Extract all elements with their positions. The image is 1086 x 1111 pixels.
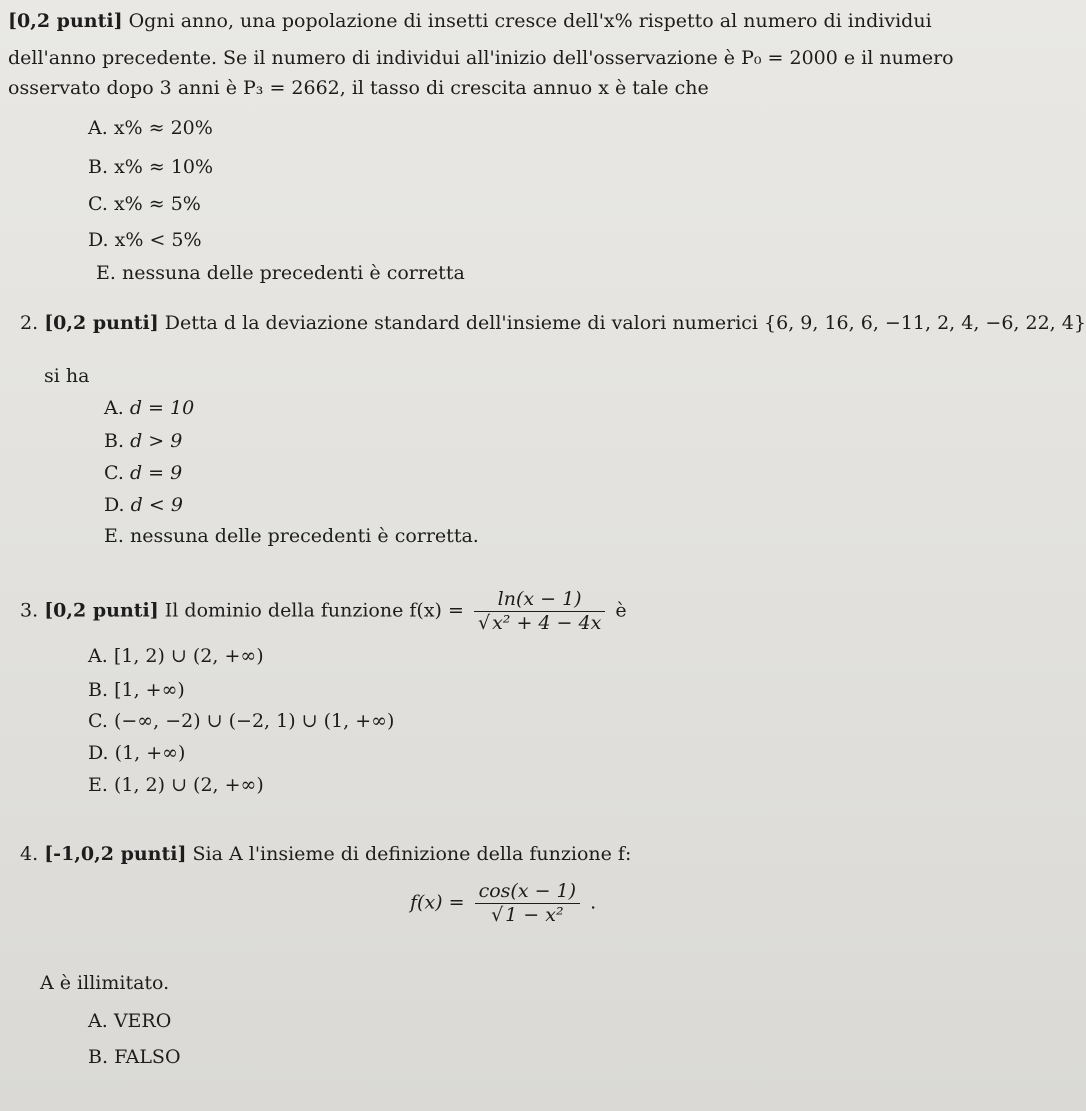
q2-text-1: Detta d la deviazione standard dell'insieme di valori numerici {6, 9, 16, 6, −11, 2, 4, −6, 22, 4} [164,312,1086,334]
option-letter: A. [88,645,108,667]
q3-option-d[interactable] [88,742,185,764]
q4-option-b[interactable] [88,1046,181,1068]
q3-fraction [474,588,605,635]
option-letter: D. [88,742,109,764]
q1-text-1: Ogni anno, una popolazione di insetti cresce dell'x% rispetto al numero di individui [128,10,932,32]
option-letter: E. [96,262,116,284]
q1-line-2: dell'anno precedente. Se il numero di individui all'inizio dell'osservazione è P₀ = 2000 e il numero [8,47,954,69]
option-text: d > 9 [130,430,183,452]
q3-text: Il dominio della funzione f(x) = [164,599,464,622]
option-text: FALSO [114,1046,181,1068]
option-letter: B. [104,430,125,452]
option-letter: C. [88,193,108,215]
q3-option-e[interactable] [88,774,264,796]
q4-formula-end: . [590,891,597,914]
q2-option-d[interactable] [104,494,183,516]
q3-radicand: x² + 4 − 4x [492,611,602,634]
option-letter: D. [104,494,125,516]
q1-line-1 [8,10,938,32]
option-letter: C. [88,710,108,732]
option-letter: D. [88,229,109,251]
option-text: (−∞, −2) ∪ (−2, 1) ∪ (1, +∞) [113,710,395,732]
option-text: d < 9 [130,494,183,516]
option-text: [1, +∞) [114,679,185,701]
q2-points: [0,2 punti] [44,312,159,334]
option-text: d = 10 [129,397,195,419]
q4-points: [-1,0,2 punti] [44,843,187,865]
q2-option-b[interactable] [104,430,182,452]
q3-text-after: è [615,599,627,622]
q1-option-e[interactable] [96,262,465,284]
q3-option-c[interactable] [88,710,394,732]
option-text: (1, +∞) [114,742,186,764]
option-letter: E. [88,774,108,796]
q2-line-2: si ha [44,365,90,387]
option-letter: B. [88,1046,109,1068]
q1-option-b[interactable] [88,156,213,178]
q1-points: [0,2 punti] [8,10,123,32]
q1-option-c[interactable] [88,193,201,215]
q3-number: 3. [20,599,39,622]
option-letter: A. [88,1010,108,1032]
option-text: [1, 2) ∪ (2, +∞) [113,645,264,667]
q4-fraction-denominator [475,904,580,927]
q4-formula-lhs: f(x) = [410,891,465,914]
q4-radicand: 1 − x² [505,903,564,926]
option-text: x% < 5% [114,229,202,251]
q2-number: 2. [20,312,39,334]
q3-fraction-numerator: ln(x − 1) [474,588,605,612]
option-letter: A. [104,397,124,419]
q4-statement: A è illimitato. [40,972,170,994]
sqrt-symbol: √ [491,903,504,926]
option-letter: C. [104,462,124,484]
q4-fraction [475,880,580,927]
q4-fraction-numerator: cos(x − 1) [475,880,580,904]
q1-line-3: osservato dopo 3 anni è P₃ = 2662, il tasso di crescita annuo x è tale che [8,77,709,99]
q2-option-e[interactable] [104,525,479,547]
q3-points: [0,2 punti] [44,599,159,622]
q4-line-1 [20,843,631,865]
option-letter: B. [88,679,109,701]
option-letter: E. [104,525,124,547]
option-text: x% ≈ 10% [114,156,214,178]
option-letter: A. [88,117,108,139]
option-text: (1, 2) ∪ (2, +∞) [113,774,264,796]
option-letter: B. [88,156,109,178]
option-text: nessuna delle precedenti è corretta. [129,525,479,547]
q2-line-1 [20,312,1086,334]
option-text: d = 9 [129,462,183,484]
q2-option-c[interactable] [104,462,182,484]
option-text: nessuna delle precedenti è corretta [121,262,465,284]
q3-fraction-denominator [474,612,605,635]
option-text: VERO [113,1010,172,1032]
option-text: x% ≈ 5% [113,193,201,215]
q2-option-a[interactable] [104,397,194,419]
q3-line-1 [20,588,627,635]
q1-option-a[interactable] [88,117,213,139]
q3-option-b[interactable] [88,679,185,701]
q4-number: 4. [20,843,39,865]
q4-formula [410,880,596,927]
q1-option-d[interactable] [88,229,202,251]
q4-option-a[interactable] [88,1010,171,1032]
option-text: x% ≈ 20% [113,117,213,139]
q4-text: Sia A l'insieme di definizione della funzione f: [192,843,632,865]
q3-option-a[interactable] [88,645,264,667]
sqrt-symbol: √ [477,611,491,634]
